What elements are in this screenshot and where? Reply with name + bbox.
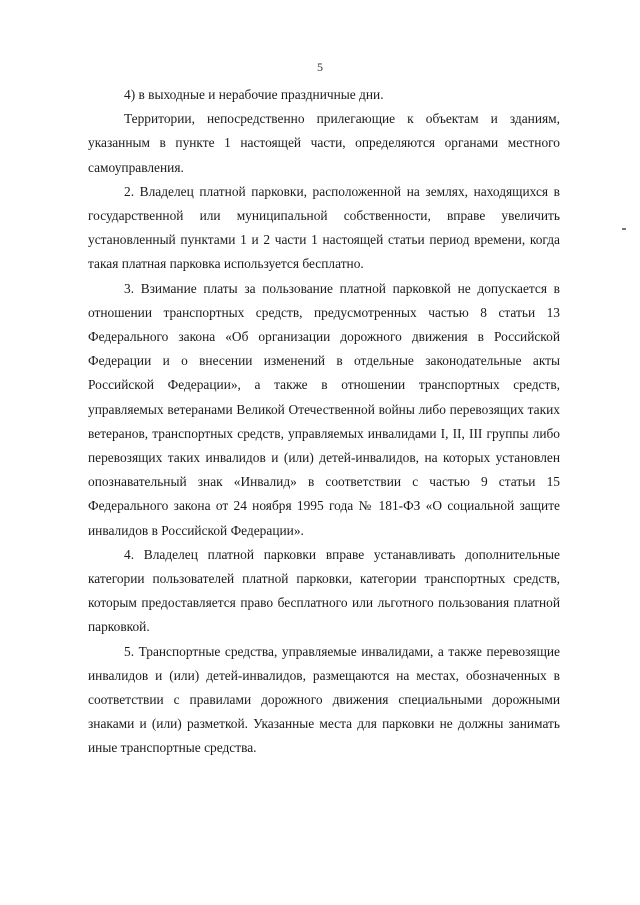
document-body bbox=[88, 83, 560, 761]
paragraph-owner-extend-free-time: 2. Владелец платной парковки, расположенной на землях, находящихся в государственной или муниципальной собственности, вправе увеличить установленный пунктами 1 и 2 части 1 настоящей статьи период времени, когда такая платная парковка используется бесплатно. bbox=[88, 183, 560, 272]
paragraph-additional-categories: 4. Владелец платной парковки вправе устанавливать дополнительные категории пользователей платной парковки, категории транспортных средств, которым предоставляется право бесплатного или льготного пользования платной парковкой. bbox=[88, 546, 560, 635]
paragraph-disabled-parking: 5. Транспортные средства, управляемые инвалидами, а также перевозящие инвалидов и (или) детей-инвалидов, размещаются на местах, обозначенных в соответствии с правилами дорожного движения специальными дорожными знаками и (или) разметкой. Указанные места для парковки не должны занимать иные транспортные средства. bbox=[88, 643, 560, 756]
page-number: 5 bbox=[317, 60, 323, 74]
paragraph-adjacent-territories: Территории, непосредственно прилегающие к объектам и зданиям, указанным в пункте 1 настоящей части, определяются органами местного самоуправления. bbox=[88, 111, 560, 175]
paragraph-fee-exemptions: 3. Взимание платы за пользование платной парковкой не допускается в отношении транспортных средств, предусмотренных частью 8 статьи 13 Федерального закона «Об организации дорожного движения в Российской Федерации и о внесении изменений в отдельные законодательные акты Российской Федерации», а также в отношении транспортных средств, управляемых ветеранами Великой Отечественной войны либо перевозящих таких ветеранов, транспортных средств, управляемых инвалидами I, II, III группы либо перевозящих таких инвалидов и (или) детей-инвалидов, на которых установлен опознавательный знак «Инвалид» в соответствии с частью 9 статьи 15 Федерального закона от 24 ноября 1995 года № 181-ФЗ «О социальной защите инвалидов в Российской Федерации». bbox=[88, 280, 560, 538]
scan-mark bbox=[622, 228, 626, 230]
paragraph-weekend-holidays: 4) в выходные и нерабочие праздничные дни. bbox=[124, 87, 384, 102]
